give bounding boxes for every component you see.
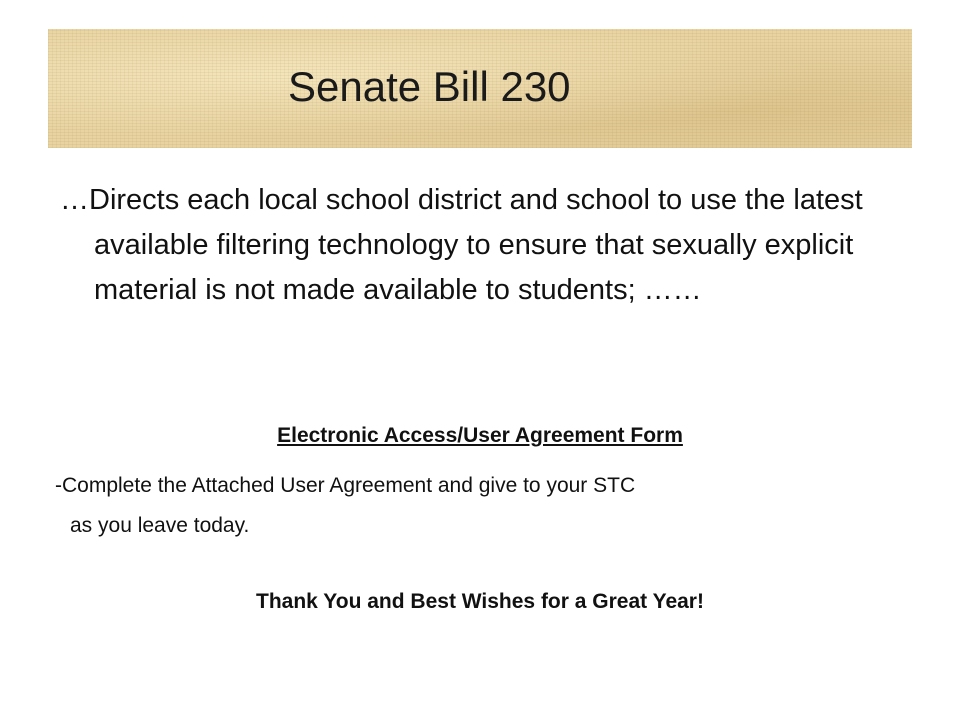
bill-description: …Directs each local school district and school to use the latest available filtering technology to ensure that sexually explicit material is not made available to students; ……	[60, 184, 863, 306]
form-title: Electronic Access/User Agreement Form	[277, 424, 683, 447]
instruction-line-2: as you leave today.	[70, 514, 250, 537]
instruction-line-1: -Complete the Attached User Agreement and give to your STC	[55, 474, 636, 497]
form-instructions	[55, 466, 915, 546]
slide-title: Senate Bill 230	[288, 63, 571, 110]
closing-message: Thank You and Best Wishes for a Great Year!	[256, 590, 704, 613]
